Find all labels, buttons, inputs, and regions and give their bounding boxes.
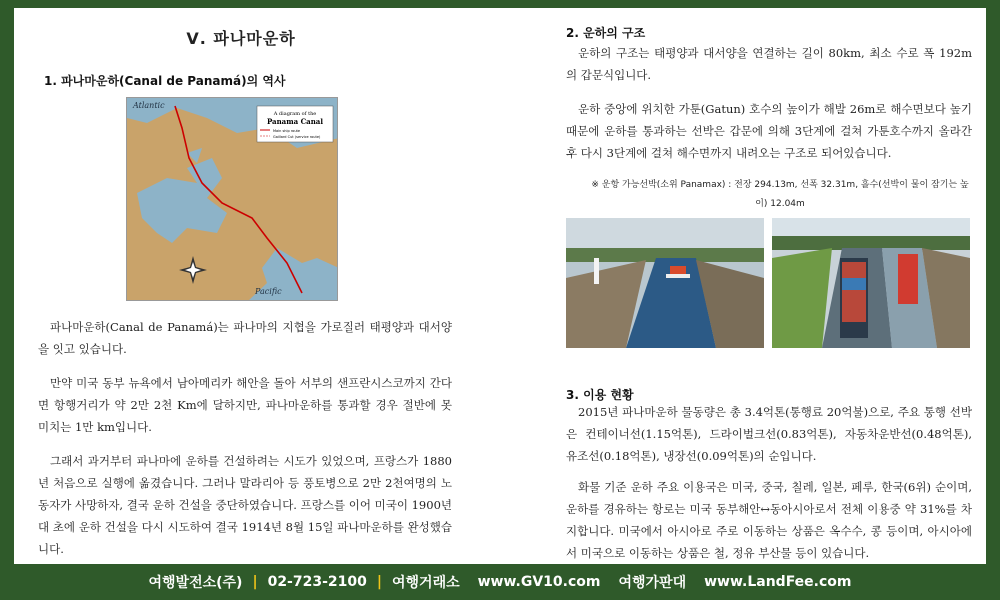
footer-company: 여행발전소(주)	[148, 575, 243, 591]
footer-bar	[0, 568, 1000, 596]
canal-photo-ships	[772, 218, 970, 348]
left-column	[30, 8, 452, 564]
map-label-atlantic: Atlantic	[133, 101, 165, 110]
history-paragraph-2: 만약 미국 동부 뉴욕에서 남아메리카 해안을 돌아 서부의 샌프란시스코까지 간다면 항행거리가 약 2만 2천 Km에 달하지만, 파나마운하를 통과할 경우 절반에 못 미치는 1만 km입니다.	[38, 376, 452, 434]
map-heading: A diagram of the	[273, 111, 317, 117]
document-page	[14, 8, 986, 564]
map-label-pacific: Pacific	[255, 287, 282, 296]
history-paragraph-1: 파나마운하(Canal de Panamá)는 파나마의 지협을 가로질러 태평양과 대서양을 잇고 있습니다.	[38, 320, 452, 356]
section2-title: 2. 운하의 구조	[566, 26, 646, 40]
footer-exchange-link[interactable]: www.GV10.com	[477, 574, 601, 590]
panama-canal-map	[126, 97, 338, 301]
map-heading2: Panama Canal	[266, 117, 324, 126]
structure-paragraph-2: 운하 중앙에 위치한 가툰(Gatun) 호수의 높이가 해발 26m로 해수면보다 높기 때문에 운하를 통과하는 선박은 갑문에 의해 3단계에 걸쳐 가툰호수까지 올라간 후 다시 3단계에 걸쳐 해수면까지 내려오는 구조로 되어있습니다.	[566, 102, 972, 160]
section1-title: 1. 파나마운하(Canal de Panamá)의 역사	[44, 74, 286, 88]
history-paragraph-3: 그래서 과거부터 파나마에 운하를 건설하려는 시도가 있었으며, 프랑스가 1880년 처음으로 실행에 옮겼습니다. 그러나 말라리아 등 풍토병으로 2만 2천여명의 노동자가 사망하자, 결국 운하 건설을 중단하였습니다. 프랑스를 이어 미국이 1900년대 초에 운하 건설을 다시 시도하여 결국 1914년 8월 15일 파나마운하를 완성했습니다.	[38, 454, 452, 556]
usage-paragraph-1: 2015년 파나마운하 물동량은 총 3.4억톤(통행료 20억불)으로, 주요 통행 선박은 컨테이너선(1.15억톤), 드라이벌크선(0.83억톤), 자동차운반선(0.48억톤), 유조선(0.18억톤), 냉장선(0.09억톤)의 순입니다.	[566, 405, 972, 463]
footer-exchange-label: 여행거래소	[392, 575, 460, 591]
map-legend-main: Main ship route	[273, 129, 301, 133]
right-column	[566, 8, 972, 564]
map-legend-cut: Gaillard Cut (service route)	[273, 135, 321, 139]
footer-separator: |	[376, 574, 382, 590]
footer-shop-label: 여행가판대	[618, 575, 687, 591]
canal-photo-locks	[566, 218, 764, 348]
footer-shop-link[interactable]: www.LandFee.com	[704, 574, 852, 590]
footer-phone: 02-723-2100	[267, 574, 367, 590]
map-illustration	[127, 98, 338, 301]
footer-separator: |	[252, 574, 258, 590]
structure-paragraph-1: 운하의 구조는 태평양과 대서양을 연결하는 길이 80km, 최소 수로 폭 192m의 갑문식입니다.	[566, 46, 972, 82]
panamax-note: ※ 운항 가능선박(소위 Panamax) : 전장 294.13m, 선폭 32.31m, 흘수(선박이 물이 잠기는 높이) 12.04m	[591, 180, 969, 209]
usage-paragraph-2: 화물 기준 운하 주요 이용국은 미국, 중국, 칠레, 일본, 페루, 한국(6위) 순이며, 운하를 경유하는 항로는 미국 동부해안↔동아시아로서 전체 이용중 약 31%를 차지합니다. 미국에서 아시아로 주로 이동하는 상품은 옥수수, 콩 등이며, 아시아에서 미국으로 이동하는 상품은 철, 정유 부산물 등이 있습니다.	[566, 480, 972, 560]
section3-title: 3. 이용 현황	[566, 388, 634, 402]
page-title: Ⅴ. 파나마운하	[186, 29, 296, 48]
